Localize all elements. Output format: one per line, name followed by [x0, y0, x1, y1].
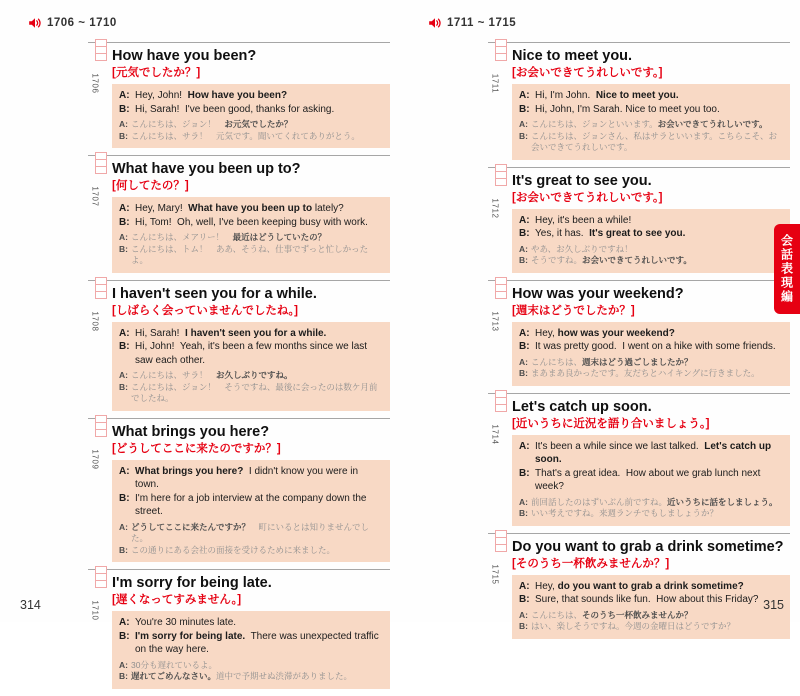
headword-gloss-ja: [しばらく会っていませんでしたね。] [112, 304, 298, 317]
headword: I'm sorry for being late. [112, 575, 272, 591]
dialogue-en-a: A: Hey, John! How have you been? [119, 89, 383, 103]
entry-number: 1707 [90, 186, 100, 207]
checkbox-marker [495, 390, 507, 412]
line-text: こんにちは、ジョンといいます。お会いできてうれしいです。 [531, 119, 768, 129]
checkbox-marker [495, 277, 507, 299]
line-text: Hey, it's been a while! [535, 214, 632, 226]
speaker-icon [28, 16, 42, 30]
dialogue-ja-a: A: こんにちは、ジョンといいます。お会いできてうれしいです。 [519, 119, 783, 131]
dialogue-en-a: A: Hey, how was your weekend? [519, 327, 783, 341]
headword: What brings you here? [112, 423, 270, 440]
dialogue-ja-group [119, 232, 383, 267]
dialogue-en-a: A: Hey, Mary! What have you been up to lately? [119, 202, 383, 216]
phrase-entry-1711 [488, 42, 790, 160]
dialogue-ja-a: A: こんにちは、サラ！ お久しぶりですね。 [119, 370, 383, 382]
line-text: こんにちは、トム！ ああ、そうね、仕事でずっと忙しかったよ。 [131, 243, 369, 265]
right-page-column [488, 42, 790, 646]
dialogue-ja-a: A: こんにちは、メアリー！ 最近はどうしていたの？ [119, 232, 383, 244]
checkbox-marker [95, 566, 107, 588]
dialogue-box [512, 209, 790, 273]
line-text: It was pretty good. I went on a hike with some friends. [535, 341, 776, 352]
phrase-entry-1712 [488, 167, 790, 273]
checkbox-marker [95, 277, 107, 299]
entry-number: 1706 [90, 73, 100, 94]
headword-gloss-ja: [近いうちに近況を語り合いましょう。] [512, 417, 710, 430]
checkbox-marker [95, 415, 107, 437]
dialogue-box [112, 611, 390, 689]
line-text: こんにちは、ジョンさん、私はサラといいます。こちらこそ、お会いできてうれしいです。 [531, 130, 777, 152]
page-number-right: 315 [763, 598, 784, 612]
section-side-tab [774, 224, 800, 314]
line-text: いい考えですね。来週ランチでもしましょうか？ [531, 508, 719, 518]
line-text: 遅れてごめんなさい。道中で予期せぬ渋滞がありました。 [131, 671, 353, 681]
entry-number: 1709 [90, 448, 100, 470]
line-text: That's a great idea. How about we grab lunch next week? [535, 467, 764, 492]
dialogue-ja-b: B: こんにちは、サラ！ 元気です。聞いてくれてありがとう。 [119, 131, 383, 143]
phrase-entry-1715 [488, 533, 790, 639]
line-text: Yes, it has. It's great to see you. [535, 228, 686, 239]
dialogue-en-b: B: That's a great idea. How about we grab lunch next week? [519, 467, 783, 494]
dialogue-en-b: B: I'm here for a job interview at the company down the street. [119, 492, 383, 519]
phrase-entry-1708 [88, 280, 390, 411]
headword: It's great to see you. [512, 172, 652, 189]
headword-gloss-ja: [週末はどうでしたか？] [512, 304, 635, 317]
dialogue-ja-b: B: 遅れてごめんなさい。道中で予期せぬ渋滞がありました。 [119, 671, 383, 683]
dialogue-box [512, 435, 790, 526]
line-text: はい、楽しそうですね。今週の金曜日はどうですか？ [531, 621, 736, 631]
headword: Do you want to grab a drink sometime? [512, 538, 784, 555]
dialogue-en-a: A: Hey, it's been a while! [519, 214, 783, 228]
line-text: I'm here for a job interview at the company down the street. [135, 492, 370, 517]
headword: Let's catch up soon. [512, 398, 652, 415]
phrase-entry-1713 [488, 280, 790, 386]
line-text: やあ、お久しぶりですね！ [531, 243, 633, 254]
dialogue-box [112, 197, 390, 273]
dialogue-box [112, 84, 390, 148]
dialogue-ja-b: B: はい、楽しそうですね。今週の金曜日はどうですか？ [519, 621, 783, 633]
line-text: Hey, how was your weekend? [535, 327, 675, 339]
dialogue-en-b: B: Hi, Tom! Oh, well, I've been keeping busy with work. [119, 216, 383, 230]
dialogue-en-a: A: It's been a while since we last talked. Let's catch up soon. [519, 440, 783, 467]
dialogue-ja-a: A: こんにちは、ジョン！ お元気でしたか？ [119, 119, 383, 131]
entry-number: 1713 [490, 310, 500, 332]
line-text: こんにちは、サラ！ お久しぶりですね。 [131, 370, 293, 380]
headword-gloss-ja: [どうしてここに来たのですか？] [112, 442, 281, 455]
dialogue-ja-b: B: いい考えですね。来週ランチでもしましょうか？ [519, 508, 783, 520]
headword-gloss-ja: [何してたの？] [112, 180, 189, 192]
line-text: この通りにある会社の面接を受けるために来ました。 [131, 544, 336, 555]
checkbox-marker [495, 164, 507, 186]
speaker-icon [428, 16, 442, 30]
line-text: Hey, John! How have you been? [135, 90, 288, 101]
dialogue-ja-group [519, 244, 783, 267]
checkbox-marker [95, 39, 107, 61]
checkbox-marker [95, 152, 107, 174]
line-text: It's been a while since we last talked. Let's catch up soon. [535, 440, 774, 465]
headword: I haven't seen you for a while. [112, 285, 317, 302]
checkbox-marker [495, 39, 507, 61]
dialogue-en-b: B: Yes, it has. It's great to see you. [519, 227, 783, 241]
headword-gloss-ja: [お会いできてうれしいです。] [512, 67, 663, 79]
line-text: こんにちは、ジョン！ そうですね、最後に会ったのは数ケ月前でしたね。 [131, 381, 378, 403]
dialogue-en-b: B: Hi, John, I'm Sarah. Nice to meet you too. [519, 103, 783, 117]
headword-gloss-ja: [遅くなってすみません。] [112, 594, 242, 606]
dialogue-en-b: B: I'm sorry for being late. There was unexpected traffic on the way here. [119, 630, 382, 655]
entry-number: 1710 [90, 600, 100, 621]
dialogue-ja-a: A: どうしてここに来たんですか？ 町にいるとは知りませんでした。 [119, 522, 383, 545]
dialogue-ja-group [519, 119, 783, 154]
audio-range-label: 1711 ~ 1715 [447, 17, 517, 29]
dialogue-ja-b: B: この通りにある会社の面接を受けるために来ました。 [119, 545, 383, 557]
headword-gloss-ja: [元気でしたか？] [112, 67, 201, 79]
phrase-entry-1709 [88, 418, 390, 563]
dialogue-en-a: A: Hey, do you want to grab a drink sometime? [519, 580, 783, 594]
dialogue-ja-group [119, 119, 383, 142]
line-text: Hi, John, I'm Sarah. Nice to meet you too. [535, 103, 720, 115]
page-number-left: 314 [20, 598, 41, 612]
headword: How was your weekend? [512, 285, 684, 302]
line-text: こんにちは、週末はどう過ごしましたか？ [531, 356, 693, 367]
dialogue-en-a: A: You're 30 minutes late. [119, 616, 383, 630]
entry-number: 1715 [490, 563, 500, 585]
dialogue-en-a: A: Hi, I'm John. Nice to meet you. [519, 89, 783, 103]
dialogue-ja-group [519, 357, 783, 380]
line-text: Hi, Tom! Oh, well, I've been keeping busy with work. [135, 216, 368, 228]
dialogue-ja-a: A: こんにちは、そのうち一杯飲みませんか？ [519, 610, 783, 622]
line-text: Hi, John! Yeah, it's been a few months since we last saw each other. [135, 341, 370, 366]
dialogue-ja-b: B: まあまあ良かったです。友だちとハイキングに行きました。 [519, 368, 783, 380]
line-text: You're 30 minutes late. [135, 617, 237, 628]
dialogue-ja-b: B: そうですね。お会いできてうれしいです。 [519, 255, 783, 267]
line-text: こんにちは、メアリー！ 最近はどうしていたの？ [131, 232, 327, 242]
line-text: まあまあ良かったです。友だちとハイキングに行きました。 [531, 368, 760, 378]
line-text: どうしてここに来たんですか？ 町にいるとは知りませんでした。 [131, 521, 370, 543]
checkbox-marker [495, 530, 507, 552]
line-text: Hi, Sarah! I've been good, thanks for asking. [135, 103, 335, 115]
line-text: What brings you here? I didn't know you were in town. [135, 465, 361, 490]
audio-range-label: 1706 ~ 1710 [47, 17, 117, 29]
headword: Nice to meet you. [512, 48, 633, 64]
entry-number: 1708 [90, 310, 100, 332]
line-text: Hi, Sarah! I haven't seen you for a while. [135, 327, 327, 339]
dialogue-ja-group [519, 610, 783, 633]
phrase-entry-1710 [88, 569, 390, 689]
line-text: こんにちは、ジョン！ お元気でしたか？ [131, 119, 293, 129]
dialogue-ja-a: A: やあ、お久しぶりですね！ [519, 244, 783, 256]
headword: How have you been? [112, 48, 257, 64]
dialogue-box [512, 84, 790, 160]
dialogue-ja-group [119, 522, 383, 557]
line-text: 前回話したのはずいぶん前ですね。近いうちに話をしましょう。 [531, 496, 778, 507]
phrase-entry-1706 [88, 42, 390, 148]
dialogue-ja-b: B: こんにちは、トム！ ああ、そうね、仕事でずっと忙しかったよ。 [119, 244, 383, 267]
line-text: こんにちは、サラ！ 元気です。聞いてくれてありがとう。 [131, 130, 360, 141]
dialogue-en-a: A: What brings you here? I didn't know you were in town. [119, 465, 383, 492]
line-text: I'm sorry for being late. There was unexpected traffic on the way here. [135, 630, 382, 655]
line-text: そうですね。お会いできてうれしいです。 [531, 255, 692, 265]
dialogue-box [112, 322, 390, 411]
headword-gloss-ja: [お会いできてうれしいです。] [512, 191, 663, 204]
headword-gloss-ja: [そのうち一杯飲みませんか？] [512, 557, 670, 570]
dialogue-ja-b: B: こんにちは、ジョン！ そうですね、最後に会ったのは数ケ月前でしたね。 [119, 382, 383, 405]
entry-number: 1712 [490, 197, 500, 219]
audio-track-header-right [428, 16, 516, 30]
phrase-entry-1707 [88, 155, 390, 273]
dialogue-ja-b: B: こんにちは、ジョンさん、私はサラといいます。こちらこそ、お会いできてうれしいです。 [519, 131, 783, 154]
left-page-column [88, 42, 390, 696]
line-text: Hi, I'm John. Nice to meet you. [535, 90, 679, 101]
dialogue-box [512, 322, 790, 386]
entry-number: 1711 [490, 73, 500, 94]
headword: What have you been up to? [112, 161, 301, 177]
dialogue-ja-group [119, 660, 383, 683]
line-text: Hey, Mary! What have you been up to lately? [135, 203, 344, 214]
dialogue-en-b: B: Hi, John! Yeah, it's been a few months since we last saw each other. [119, 340, 383, 367]
dialogue-ja-group [119, 370, 383, 405]
line-text: Hey, do you want to grab a drink sometime? [535, 580, 744, 592]
dialogue-en-b: B: It was pretty good. I went on a hike with some friends. [519, 340, 783, 354]
entry-number: 1714 [490, 423, 500, 445]
dialogue-box [512, 575, 790, 639]
line-text: こんにちは、そのうち一杯飲みませんか？ [531, 609, 693, 620]
dialogue-ja-a: A: 前回話したのはずいぶん前ですね。近いうちに話をしましょう。 [519, 497, 783, 509]
dialogue-ja-group [519, 497, 783, 520]
dialogue-en-a: A: Hi, Sarah! I haven't seen you for a while. [119, 327, 383, 341]
dialogue-en-b: B: Sure, that sounds like fun. How about this Friday? [519, 593, 783, 607]
line-text: 30分も遅れているよ。 [131, 659, 217, 670]
dialogue-box [112, 460, 390, 563]
phrase-entry-1714 [488, 393, 790, 526]
line-text: Sure, that sounds like fun. How about this Friday? [535, 594, 759, 605]
dialogue-ja-a: A: 30分も遅れているよ。 [119, 660, 383, 672]
dialogue-en-b: B: Hi, Sarah! I've been good, thanks for asking. [119, 103, 383, 117]
audio-track-header-left [28, 16, 117, 30]
dialogue-ja-a: A: こんにちは、週末はどう過ごしましたか？ [519, 357, 783, 369]
side-tab-label: 会話表現編 [779, 234, 794, 304]
